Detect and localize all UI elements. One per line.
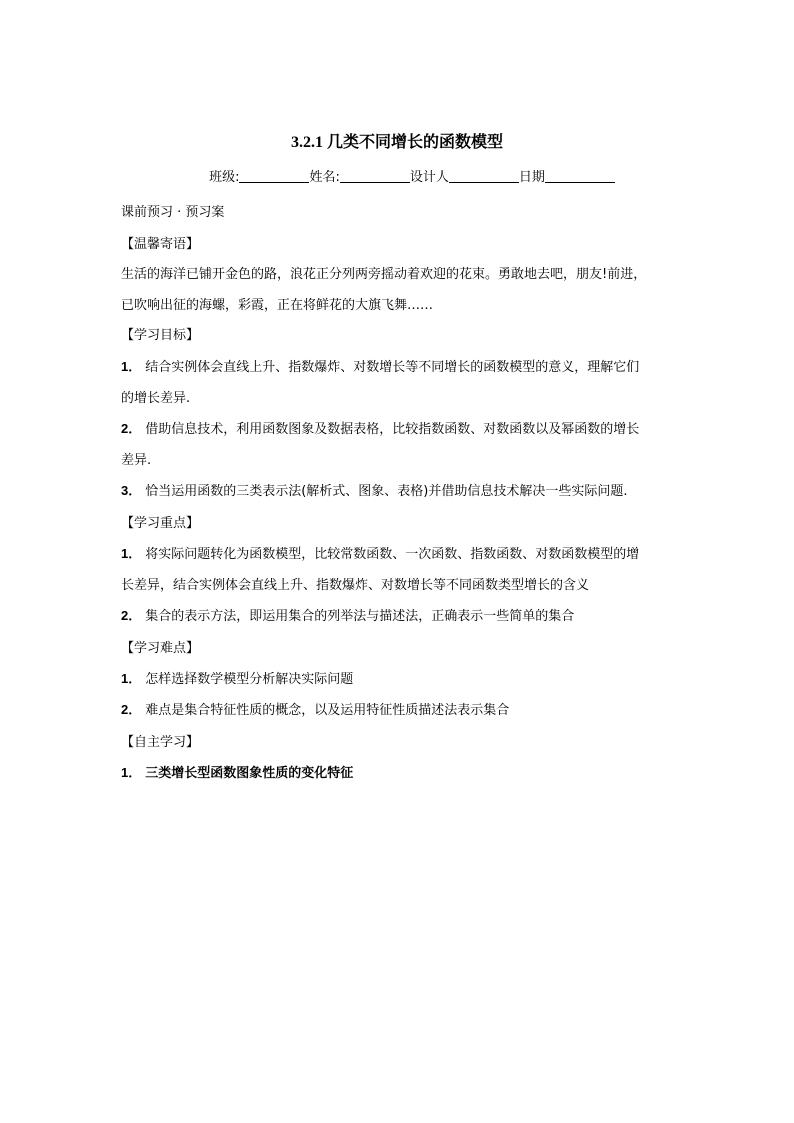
- item-number: 1．: [121, 671, 142, 686]
- goals-heading: 【学习目标】: [121, 328, 200, 343]
- key-point-item-2: [121, 605, 681, 624]
- designer-label: 设计人: [409, 170, 449, 185]
- goal-item-2: [121, 418, 681, 437]
- class-label: 班级:: [209, 170, 240, 185]
- item-text: 将实际问题转化为函数模型，比较常数函数、一次函数、指数函数、对数函数模型的增: [145, 547, 640, 562]
- goal-item-3: [121, 480, 681, 499]
- item-number: 3．: [121, 483, 142, 498]
- item-number: 2．: [121, 421, 142, 436]
- date-label: 日期: [518, 170, 545, 185]
- goal-item-1: [121, 356, 681, 375]
- greeting-line-1: 生活的海洋已铺开金色的路，浪花正分列两旁摇动着欢迎的花束。勇敢地去吧，朋友!前进，: [121, 267, 647, 282]
- item-text: 结合实例体会直线上升、指数爆炸、对数增长等不同增长的函数模型的意义，理解它们: [145, 360, 640, 375]
- item-number: 1．: [121, 546, 142, 561]
- greeting-heading: 【温馨寄语】: [121, 237, 200, 252]
- section-label: 课前预习 · 预习案: [121, 205, 225, 220]
- item-number: 2．: [121, 608, 142, 623]
- difficulty-item-1: [121, 668, 681, 687]
- item-number: 1．: [121, 359, 142, 374]
- difficulty-item-2: [121, 699, 681, 718]
- item-text: 怎样选择数学模型分析解决实际问题: [145, 672, 354, 687]
- name-label: 姓名:: [309, 170, 340, 185]
- goal-item-1-cont: 的增长差异.: [121, 391, 191, 406]
- date-blank: [545, 170, 615, 183]
- item-text: 三类增长型函数图象性质的变化特征: [145, 766, 354, 781]
- self-study-item-1: [121, 762, 681, 781]
- difficulties-heading: 【学习难点】: [121, 641, 200, 656]
- item-text: 恰当运用函数的三类表示法(解析式、图象、表格)并借助信息技术解决一些实际问题.: [145, 484, 628, 499]
- key-point-item-1: [121, 543, 681, 562]
- item-text: 难点是集合特征性质的概念，以及运用特征性质描述法表示集合: [145, 703, 510, 718]
- self-study-heading: 【自主学习】: [121, 735, 200, 750]
- header-fields: [0, 166, 794, 185]
- designer-blank: [449, 170, 519, 183]
- page-title: 3.2.1 几类不同增长的函数模型: [290, 134, 503, 151]
- greeting-line-2: 已吹响出征的海螺，彩霞，正在将鲜花的大旗飞舞……: [121, 298, 434, 313]
- item-number: 2．: [121, 702, 142, 717]
- item-number: 1．: [121, 765, 142, 780]
- key-points-heading: 【学习重点】: [121, 516, 200, 531]
- name-blank: [340, 170, 410, 183]
- key-point-item-1-cont: 长差异，结合实例体会直线上升、指数爆炸、对数增长等不同函数类型增长的含义: [121, 578, 590, 593]
- item-text: 借助信息技术，利用函数图象及数据表格，比较指数函数、对数函数以及幂函数的增长: [145, 422, 640, 437]
- class-blank: [239, 170, 309, 183]
- item-text: 集合的表示方法，即运用集合的列举法与描述法，正确表示一些简单的集合: [145, 609, 575, 624]
- goal-item-2-cont: 差异.: [121, 453, 152, 468]
